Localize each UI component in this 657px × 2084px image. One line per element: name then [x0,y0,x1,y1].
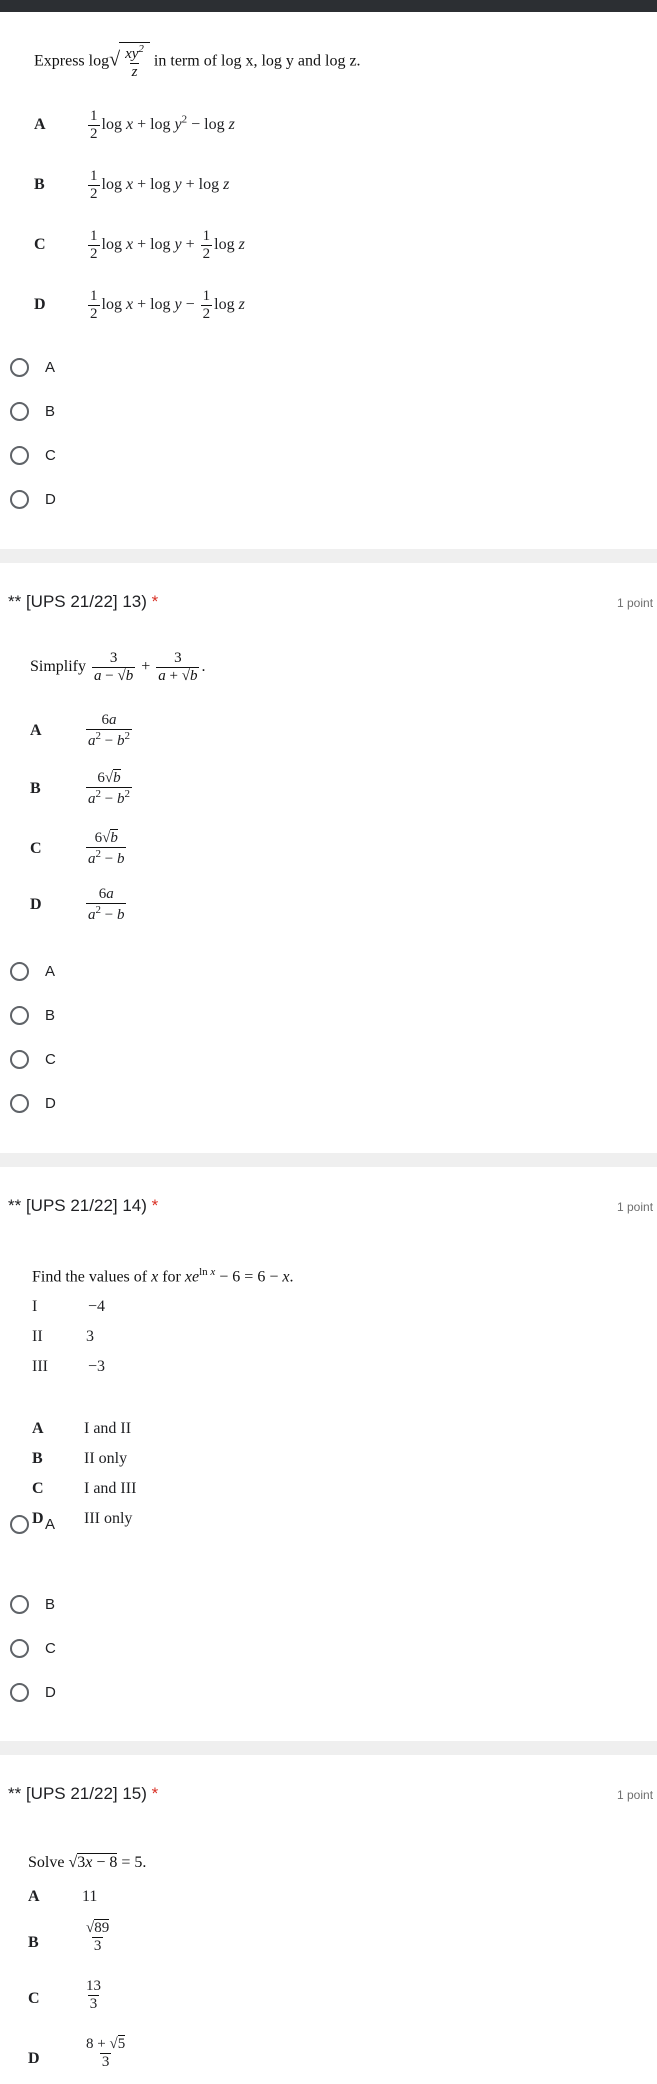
q12-option-d: D $\frac{1}{2}$ log x + log y − $\frac{1}{2}$ log z [34,288,245,322]
q14-radio-d[interactable]: D [10,1679,56,1705]
radio-circle[interactable] [10,402,29,421]
q13-stem: Simplify $\frac{3}{a - √b}$ + $\frac{3}{a + √b}$ . [30,650,206,684]
q15-option-a: A 11 [28,1888,98,1905]
q13-radio-d[interactable]: D [10,1090,56,1116]
q12-radio-a[interactable]: A [10,354,55,380]
q14-stem: Find the values of x for $xe^{ln x} - 6 = 6 - x$. [32,1266,294,1286]
q13-option-b: B $\frac{6√b}{a^2 - b^2}$ [30,770,130,807]
q13-points: 1 point [617,596,654,610]
radio-circle[interactable] [10,1006,29,1025]
q13-option-a: A $\frac{6a}{a^2 - b^2}$ [30,712,130,749]
q14-radio-c[interactable]: C [10,1635,56,1661]
q15-option-d: D $\frac{8 + √5}{3}$ [28,2036,126,2070]
radio-circle[interactable] [10,1639,29,1658]
q15-option-c: C $\frac{13}{3}$ [28,1978,101,2012]
radio-circle[interactable] [10,446,29,465]
q15-title: ** [UPS 21/22] 15) * [8,1784,159,1803]
q13-radio-c[interactable]: C [10,1046,56,1072]
q14-radio-a[interactable]: A [10,1511,55,1537]
q14-points: 1 point [617,1200,654,1214]
section-divider [0,1741,657,1755]
q12-option-a: A $\frac{1}{2}$ $\log x + \log y^2 - \log z$ [34,108,235,142]
radio-circle[interactable] [10,1683,29,1702]
q12-option-b: B $\frac{1}{2}$ log x + log y + log z [34,168,230,202]
radio-circle[interactable] [10,962,29,981]
q14-item-i: I −4 [32,1298,106,1315]
q14-item-iii: III −3 [32,1358,106,1375]
q14-option-b: B II only [32,1450,128,1467]
q13-radio-b[interactable]: B [10,1002,55,1028]
q14-option-a: A I and II [32,1420,132,1437]
q15-stem: Solve √3x − 8 = 5. [28,1854,147,1871]
q12-radio-c[interactable]: C [10,442,56,468]
radio-circle[interactable] [10,1595,29,1614]
q13-radio-a[interactable]: A [10,958,55,984]
q12-stem: Express log√ $\frac{xy^2}{z}$ in term of log x, log y and log z. [34,43,361,80]
q14-radio-b[interactable]: B [10,1591,55,1617]
q12-radio-d[interactable]: D [10,486,56,512]
q13-title: ** [UPS 21/22] 13) * [8,592,159,611]
q13-option-d: D $\frac{6a}{a^2 - b}$ [30,886,125,923]
q13-option-c: C $\frac{6√b}{a^2 - b}$ [30,830,125,867]
q12-option-c: C $\frac{1}{2}$ log x + log y + $\frac{1}{2}$ log z [34,228,245,262]
radio-circle[interactable] [10,358,29,377]
q12-radio-b[interactable]: B [10,398,55,424]
radio-circle[interactable] [10,490,29,509]
radio-circle[interactable] [10,1515,29,1534]
section-divider [0,1153,657,1167]
q14-item-ii: II 3 [32,1328,94,1345]
q15-option-b: B $\frac{√89}{3}$ [28,1920,110,1954]
section-divider [0,549,657,563]
q14-title: ** [UPS 21/22] 14) * [8,1196,159,1215]
radio-circle[interactable] [10,1094,29,1113]
q15-points: 1 point [617,1788,654,1802]
top-bar [0,0,657,12]
radio-circle[interactable] [10,1050,29,1069]
q14-option-d: D III only [32,1510,133,1527]
q14-option-c: C I and III [32,1480,137,1497]
